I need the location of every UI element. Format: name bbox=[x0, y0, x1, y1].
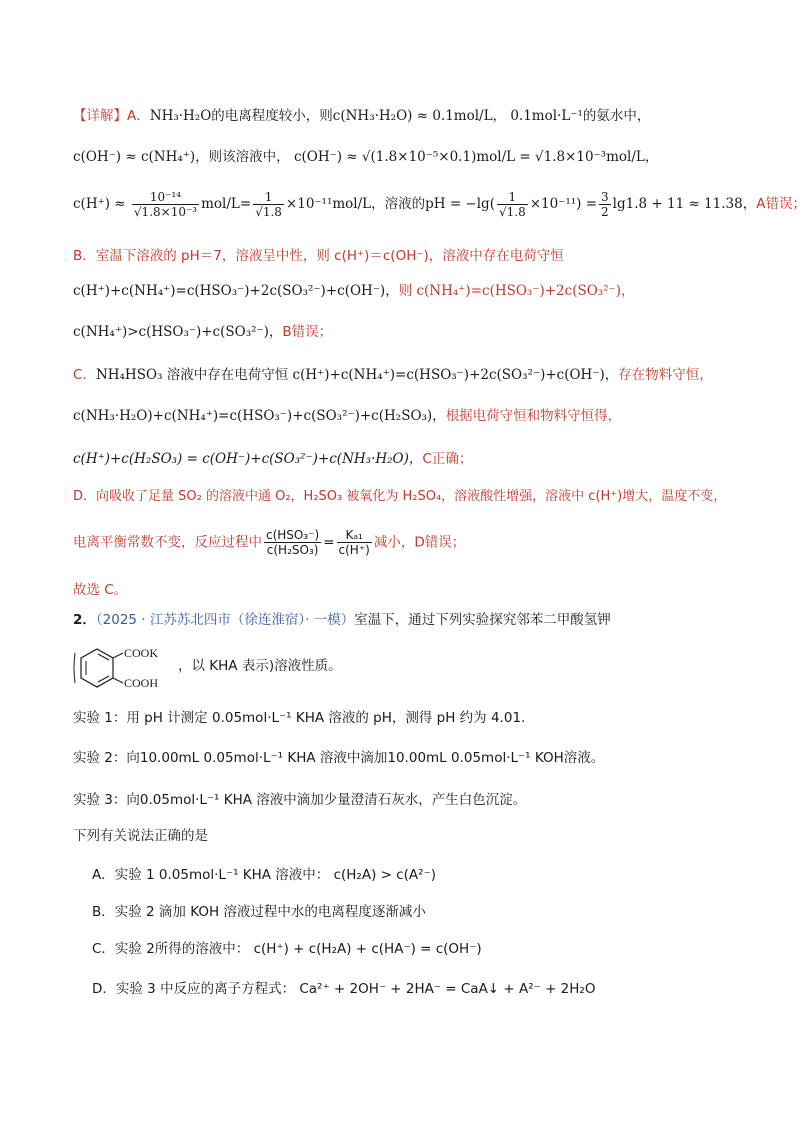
solution-line-3 bbox=[73, 190, 806, 219]
formula-part: 则 c(NH₄⁺)=c(HSO₃⁻)+2c(SO₃²⁻)， bbox=[398, 283, 635, 299]
detail-heading: 【详解】A． bbox=[73, 108, 150, 124]
formula-part: NH₄HSO₃ 溶液中存在电荷守恒 c(H⁺)+c(NH₄⁺)=c(HSO₃⁻)+2c(SO₃²⁻)+c(OH⁻)， bbox=[95, 367, 619, 383]
fraction-denominator: √1.8 bbox=[498, 205, 526, 219]
experiment-2: 实验 2：向10.00mL 0.05mol·L⁻¹ KHA 溶液中滴加10.00mL 0.05mol·L⁻¹ KOH溶液。 bbox=[73, 750, 605, 766]
formula-part: = bbox=[323, 534, 335, 551]
experiment-1: 实验 1：用 pH 计测定 0.05mol·L⁻¹ KHA 溶液的 pH，测得 pH 约为 4.01. bbox=[73, 710, 526, 726]
option-a: A．实验 1 0.05mol·L⁻¹ KHA 溶液中： c(H₂A) > c(A²⁻) bbox=[92, 867, 436, 883]
fraction-denominator: √1.8 bbox=[255, 205, 282, 219]
formula-part: 根据电荷守恒和物料守恒得， bbox=[445, 408, 622, 424]
question-source: （2025 · 江苏苏北四市（徐连淮宿）· 一模） bbox=[95, 612, 355, 628]
fraction-denominator: 2 bbox=[601, 205, 609, 219]
solution-line-9 bbox=[73, 449, 754, 469]
fraction-denominator: c(H⁺) bbox=[338, 543, 370, 557]
solution-line-6 bbox=[73, 322, 754, 342]
struct-cook-label: COOK bbox=[124, 646, 159, 660]
solution-line-1 bbox=[73, 106, 754, 126]
formula-part: c(H⁺)+c(H₂SO₃) = c(OH⁻)+c(SO₃²⁻)+c(NH₃·H₂O)， bbox=[73, 451, 423, 467]
solution-text: NH₃·H₂O的电离程度较小，则c(NH₃·H₂O) ≈ 0.1mol/L， 0.1mol·L⁻¹的氨水中， bbox=[149, 108, 651, 124]
fraction bbox=[599, 190, 611, 219]
solution-line-11 bbox=[73, 528, 754, 557]
experiment-3: 实验 3：向0.05mol·L⁻¹ KHA 溶液中滴加少量澄清石灰水，产生白色沉淀。 bbox=[73, 792, 527, 808]
solution-line-4: B．室温下溶液的 pH＝7，溶液呈中性，则 c(H⁺)＝c(OH⁻)，溶液中存在电荷守恒 bbox=[73, 248, 564, 264]
solution-line-7 bbox=[73, 365, 754, 385]
formula-part: c(H⁺) ≈ bbox=[73, 196, 126, 212]
fraction-numerator: 1 bbox=[497, 190, 528, 205]
verdict-c: C正确； bbox=[422, 451, 473, 467]
formula-part: 存在物料守恒， bbox=[618, 367, 713, 383]
formula-part: 电离平衡常数不变，反应过程中 bbox=[73, 534, 262, 551]
struct-cooh-label: COOH bbox=[124, 676, 159, 690]
fraction-numerator: 1 bbox=[253, 190, 284, 205]
formula-part: c(NH₄⁺)>c(HSO₃⁻)+c(SO₃²⁻)， bbox=[73, 324, 283, 340]
solution-line-8 bbox=[73, 406, 754, 426]
fraction-denominator: c(H₂SO₃) bbox=[266, 543, 319, 557]
fraction bbox=[253, 190, 284, 219]
verdict-b: B错误； bbox=[282, 324, 333, 340]
formula-part: ×10⁻¹¹) = bbox=[529, 196, 598, 212]
question-stem-2: ，以 KHA 表示)溶液性质。 bbox=[178, 658, 342, 674]
question-header bbox=[73, 610, 754, 630]
formula-part: mol/L= bbox=[201, 196, 252, 212]
verdict-a: A错误； bbox=[756, 196, 806, 212]
solution-line-2 bbox=[73, 147, 754, 167]
formula-part: lg1.8 + 11 ≈ 11.38， bbox=[612, 196, 757, 212]
solution-line-10: D．向吸收了足量 SO₂ 的溶液中通 O₂，H₂SO₃ 被氧化为 H₂SO₄，溶液酸性增强，溶液中 c(H⁺)增大，温度不变， bbox=[73, 489, 727, 504]
verdict-d: 减小，D错误； bbox=[373, 534, 466, 551]
final-answer: 故选 C。 bbox=[73, 582, 128, 598]
fraction-numerator: 3 bbox=[601, 190, 609, 204]
question-number: 2． bbox=[73, 612, 96, 628]
formula-part: ×10⁻¹¹mol/L，溶液的pH = −lg( bbox=[285, 196, 495, 212]
fraction-denominator: √1.8×10⁻³ bbox=[133, 205, 198, 219]
fraction-numerator: 10⁻¹⁴ bbox=[132, 190, 199, 205]
fraction-numerator: c(HSO₃⁻) bbox=[266, 528, 320, 542]
fraction bbox=[132, 190, 199, 219]
solution-text: c(OH⁻) ≈ c(NH₄⁺)，则该溶液中， c(OH⁻) ≈ √(1.8×10⁻⁵×0.1)mol/L = √1.8×10⁻³mol/L， bbox=[73, 149, 659, 165]
option-b: B．实验 2 滴加 KOH 溶液过程中水的电离程度逐渐减小 bbox=[92, 904, 426, 920]
formula-part: c(H⁺)+c(NH₄⁺)=c(HSO₃⁻)+2c(SO₃²⁻)+c(OH⁻)， bbox=[73, 283, 399, 299]
question-stem: 室温下，通过下列实验探究邻苯二甲酸氢钾 bbox=[354, 612, 611, 628]
phthalate-structure bbox=[73, 645, 183, 691]
option-d: D．实验 3 中反应的离子方程式： Ca²⁺ + 2OH⁻ + 2HA⁻ = CaA↓ + A²⁻ + 2H₂O bbox=[92, 981, 596, 997]
fraction bbox=[264, 528, 321, 557]
question-prompt: 下列有关说法正确的是 bbox=[73, 828, 208, 844]
fraction bbox=[337, 528, 372, 557]
fraction bbox=[497, 190, 528, 219]
option-label: C． bbox=[73, 367, 96, 383]
solution-line-5 bbox=[73, 281, 754, 301]
formula-part: c(NH₃·H₂O)+c(NH₄⁺)=c(HSO₃⁻)+c(SO₃²⁻)+c(H₂SO₃)， bbox=[73, 408, 446, 424]
option-c: C．实验 2所得的溶液中： c(H⁺) + c(H₂A) + c(HA⁻) = c(OH⁻) bbox=[92, 941, 482, 957]
fraction-numerator: Kₐ₁ bbox=[337, 528, 372, 543]
